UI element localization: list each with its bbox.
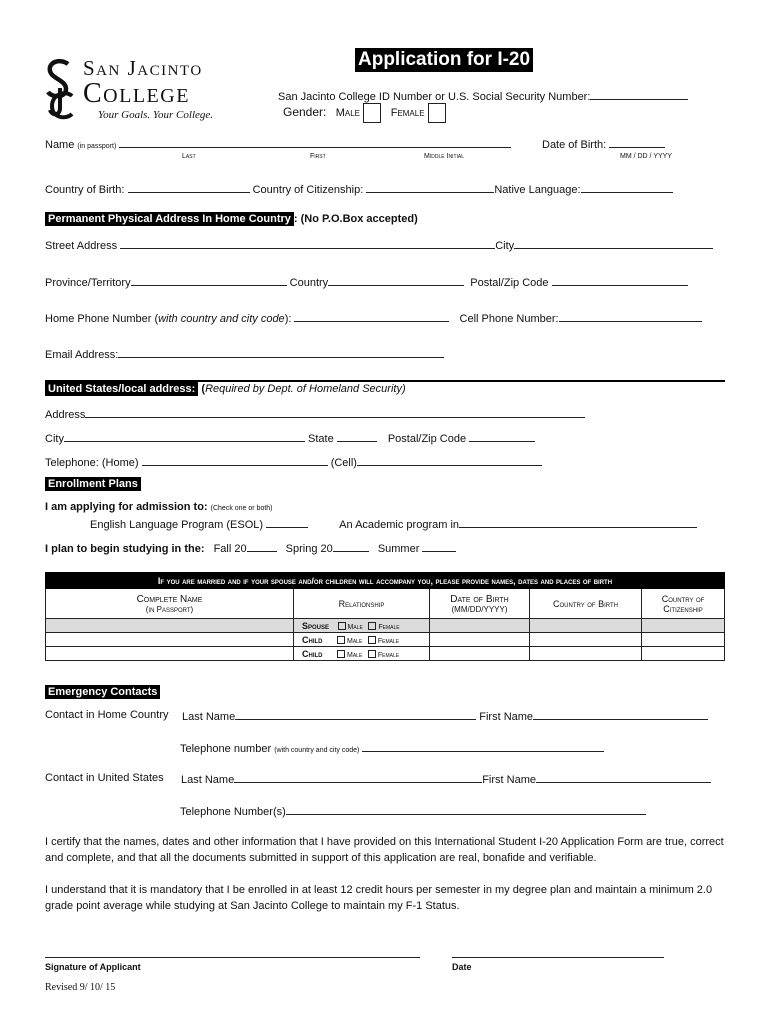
street-label: Street Address — [45, 240, 118, 252]
college-tagline: Your Goals. Your College. — [98, 109, 214, 121]
us-first-name-label: First Name — [482, 774, 536, 786]
col-complete-name-note: (in Passport) — [145, 604, 194, 614]
us-address-note: Required by Dept. of Homeland Security) — [205, 383, 406, 395]
home-telephone-note: (with country and city code) — [274, 747, 360, 754]
academic-field[interactable] — [459, 517, 697, 528]
program-line — [90, 517, 697, 531]
us-address-label: Address — [45, 409, 86, 421]
province-label: Province/Territory — [45, 277, 131, 289]
us-postal-field[interactable] — [469, 431, 535, 442]
city-field[interactable] — [514, 238, 713, 249]
male-label: Male — [347, 637, 363, 645]
family-name-cell[interactable] — [46, 647, 294, 661]
family-citizenship-cell[interactable] — [642, 619, 725, 633]
us-telephone-label: Telephone Number(s) — [180, 806, 286, 818]
col-dob-note: (MM/DD/YYYY) — [451, 604, 508, 614]
applying-note: (Check one or both) — [210, 505, 273, 512]
certification-paragraph-2: I understand that it is mandatory that I be enrolled in at least 12 credit hours per semester in my degree plan and maintain a minimum 2.0 grade point average while studying at San Jacinto College to maintain my F-1 Status. — [45, 884, 713, 912]
name-middle-caption: Middle Initial — [424, 153, 465, 160]
family-relation-cell — [294, 619, 430, 633]
home-phone-close: ): — [284, 313, 292, 325]
us-telephone-line — [45, 455, 542, 469]
home-contact-phone-line — [180, 741, 604, 755]
male-label: Male — [347, 623, 363, 631]
us-address-heading: United States/local address: — [45, 382, 198, 396]
plan-label: I plan to begin studying in the: — [45, 543, 205, 555]
home-contact-label: Contact in Home Country — [45, 709, 169, 721]
permanent-address-heading: Permanent Physical Address In Home Country — [45, 212, 294, 226]
dob-line — [542, 137, 665, 151]
us-contact-phone-line — [180, 804, 646, 818]
emergency-heading-line — [45, 686, 160, 698]
family-country-birth-cell[interactable] — [530, 647, 642, 661]
relation-spouse-label: Spouse — [302, 620, 330, 631]
academic-label: An Academic program in — [339, 519, 460, 531]
province-line — [45, 275, 688, 289]
home-phone-field[interactable] — [294, 311, 449, 322]
country-line — [45, 182, 673, 196]
fall-field[interactable] — [247, 541, 277, 552]
us-address-note-open: ( — [198, 383, 206, 395]
family-country-birth-cell[interactable] — [530, 619, 642, 633]
country-label: Country — [289, 277, 329, 289]
family-country-birth-cell[interactable] — [530, 633, 642, 647]
postal-label: Postal/Zip Code — [470, 277, 549, 289]
date-line[interactable] — [452, 957, 664, 958]
dob-field[interactable] — [609, 137, 665, 148]
fall-label: Fall 20 — [213, 543, 247, 555]
family-relation-cell — [294, 633, 430, 647]
col-citizenship — [642, 589, 725, 619]
signature-line[interactable] — [45, 957, 420, 958]
family-dob-cell[interactable] — [430, 647, 530, 661]
us-first-name-field[interactable] — [536, 772, 711, 783]
us-city-label: City — [45, 433, 64, 445]
country-birth-label: Country of Birth: — [45, 184, 125, 196]
female-checkbox[interactable] — [368, 636, 376, 644]
country-citizenship-label: Country of Citizenship: — [252, 184, 364, 196]
email-label: Email Address: — [45, 349, 119, 361]
female-label: Female — [377, 651, 400, 659]
col-relationship: Relationship — [294, 589, 430, 619]
id-number-label: San Jacinto College ID Number or U.S. Social Security Number: — [278, 91, 591, 103]
col-citizenship-line1: Country of — [661, 593, 705, 604]
esol-field[interactable] — [266, 517, 308, 528]
logo-monogram — [42, 58, 76, 122]
gender-female-label: Female — [390, 107, 425, 120]
country-field[interactable] — [328, 275, 464, 286]
certification-paragraph-1: I certify that the names, dates and other information that I have provided on this International Student I-20 Application Form are true, correct and complete, and that all the documents submitted in support of this application are real, bonafide and verifiable. — [45, 836, 724, 864]
col-dob — [430, 589, 530, 619]
male-checkbox[interactable] — [338, 622, 346, 630]
us-contact-name-line — [181, 772, 711, 786]
college-name-line1: San Jacinto — [83, 56, 203, 80]
gender-female-checkbox[interactable] — [428, 103, 446, 123]
family-table-banner: If you are married and if your spouse and/or children will accompany you, please provide names, dates and places of birth — [46, 573, 725, 589]
family-row-spouse — [46, 619, 725, 633]
cell-phone-label: Cell Phone Number: — [459, 313, 559, 325]
family-dob-cell[interactable] — [430, 619, 530, 633]
us-last-name-label: Last Name — [181, 774, 235, 786]
gender-male-label: Male — [335, 107, 360, 120]
native-language-label: Native Language: — [494, 184, 581, 196]
country-citizenship-field[interactable] — [366, 182, 494, 193]
summer-label: Summer — [377, 543, 420, 555]
family-relation-cell — [294, 647, 430, 661]
name-last-caption: Last — [182, 153, 196, 160]
enrollment-heading: Enrollment Plans — [45, 477, 141, 491]
family-table-header-row — [46, 589, 725, 619]
home-phone-note: with country and city code — [158, 313, 285, 325]
name-field[interactable] — [119, 137, 511, 148]
gender-label: Gender: — [283, 105, 327, 120]
us-telephone-field[interactable] — [142, 455, 328, 466]
us-postal-label: Postal/Zip Code — [387, 433, 467, 445]
relation-child-label: Child — [302, 634, 323, 645]
name-line — [45, 137, 511, 151]
id-number-line — [278, 89, 688, 103]
permanent-address-heading-line — [45, 213, 418, 225]
family-citizenship-cell[interactable] — [642, 647, 725, 661]
family-name-cell[interactable] — [46, 633, 294, 647]
home-contact-name-line — [182, 709, 708, 723]
postal-field[interactable] — [552, 275, 688, 286]
plan-line — [45, 541, 456, 555]
email-line — [45, 347, 444, 361]
college-name-line2: College — [83, 78, 190, 109]
us-contact-label: Contact in United States — [45, 772, 164, 784]
us-city-line — [45, 431, 535, 445]
family-table-banner-row — [46, 573, 725, 589]
home-first-name-field[interactable] — [533, 709, 708, 720]
enrollment-heading-line — [45, 478, 141, 490]
revised-note: Revised 9/ 10/ 15 — [45, 982, 116, 993]
female-label: Female — [378, 623, 400, 631]
email-field[interactable] — [118, 347, 444, 358]
esol-label: English Language Program (ESOL) — [90, 519, 264, 531]
us-address-field[interactable] — [85, 407, 585, 418]
home-telephone-label: Telephone number — [180, 743, 272, 755]
summer-field[interactable] — [422, 541, 456, 552]
spring-label: Spring 20 — [285, 543, 333, 555]
cell-phone-field[interactable] — [559, 311, 702, 322]
us-address-line — [45, 407, 585, 421]
us-last-name-field[interactable] — [234, 772, 482, 783]
date-label: Date — [452, 962, 472, 972]
col-complete-name — [46, 589, 294, 619]
permanent-address-note: : (No P.O.Box accepted) — [293, 213, 418, 225]
signature-label: Signature of Applicant — [45, 962, 141, 972]
male-checkbox[interactable] — [337, 650, 345, 658]
city-label: City — [495, 240, 515, 252]
col-country-birth: Country of Birth — [530, 589, 642, 619]
family-citizenship-cell[interactable] — [642, 633, 725, 647]
us-state-field[interactable] — [337, 431, 377, 442]
us-telephone-field[interactable] — [286, 804, 646, 815]
home-first-name-label: First Name — [479, 711, 534, 723]
street-line — [45, 238, 713, 252]
us-cell-field[interactable] — [357, 455, 542, 466]
female-label: Female — [377, 637, 400, 645]
native-language-field[interactable] — [581, 182, 673, 193]
us-cell-label: (Cell) — [330, 457, 357, 469]
col-complete-name-label: Complete Name — [136, 593, 203, 605]
us-state-label: State — [308, 433, 334, 445]
street-field[interactable] — [120, 238, 495, 249]
spring-field[interactable] — [333, 541, 369, 552]
name-label: Name — [45, 139, 75, 151]
province-field[interactable] — [131, 275, 287, 286]
us-address-heading-line — [45, 383, 406, 395]
applying-label: I am applying for admission to: — [45, 501, 208, 513]
relation-child-label: Child — [302, 648, 323, 659]
male-checkbox[interactable] — [337, 636, 345, 644]
home-telephone-field[interactable] — [362, 741, 604, 752]
family-row-child-1 — [46, 633, 725, 647]
home-phone-label: Home Phone Number ( — [45, 313, 159, 325]
family-row-child-2 — [46, 647, 725, 661]
family-table — [45, 572, 725, 661]
family-name-cell[interactable] — [46, 619, 294, 633]
gender-line — [283, 103, 446, 123]
name-first-caption: First — [310, 153, 326, 160]
emergency-heading: Emergency Contacts — [45, 685, 160, 699]
logo-sjc-mark — [42, 58, 76, 122]
home-last-name-field[interactable] — [235, 709, 476, 720]
male-label: Male — [347, 651, 363, 659]
dob-label: Date of Birth: — [542, 139, 607, 151]
col-citizenship-line2: Citizenship — [663, 603, 703, 614]
us-telephone-label: Telephone: (Home) — [45, 457, 139, 469]
id-number-field[interactable] — [590, 89, 688, 100]
home-last-name-label: Last Name — [182, 711, 236, 723]
female-checkbox[interactable] — [368, 650, 376, 658]
female-checkbox[interactable] — [368, 622, 376, 630]
col-dob-label: Date of Birth — [450, 593, 509, 605]
family-dob-cell[interactable] — [430, 633, 530, 647]
applying-line — [45, 501, 273, 513]
form-title: Application for I-20 — [355, 48, 533, 72]
name-note: (in passport) — [77, 143, 117, 150]
dob-format-caption: MM / DD / YYYY — [620, 153, 672, 160]
gender-male-checkbox[interactable] — [363, 103, 381, 123]
country-birth-field[interactable] — [128, 182, 250, 193]
us-city-field[interactable] — [64, 431, 305, 442]
phone-line — [45, 311, 702, 325]
